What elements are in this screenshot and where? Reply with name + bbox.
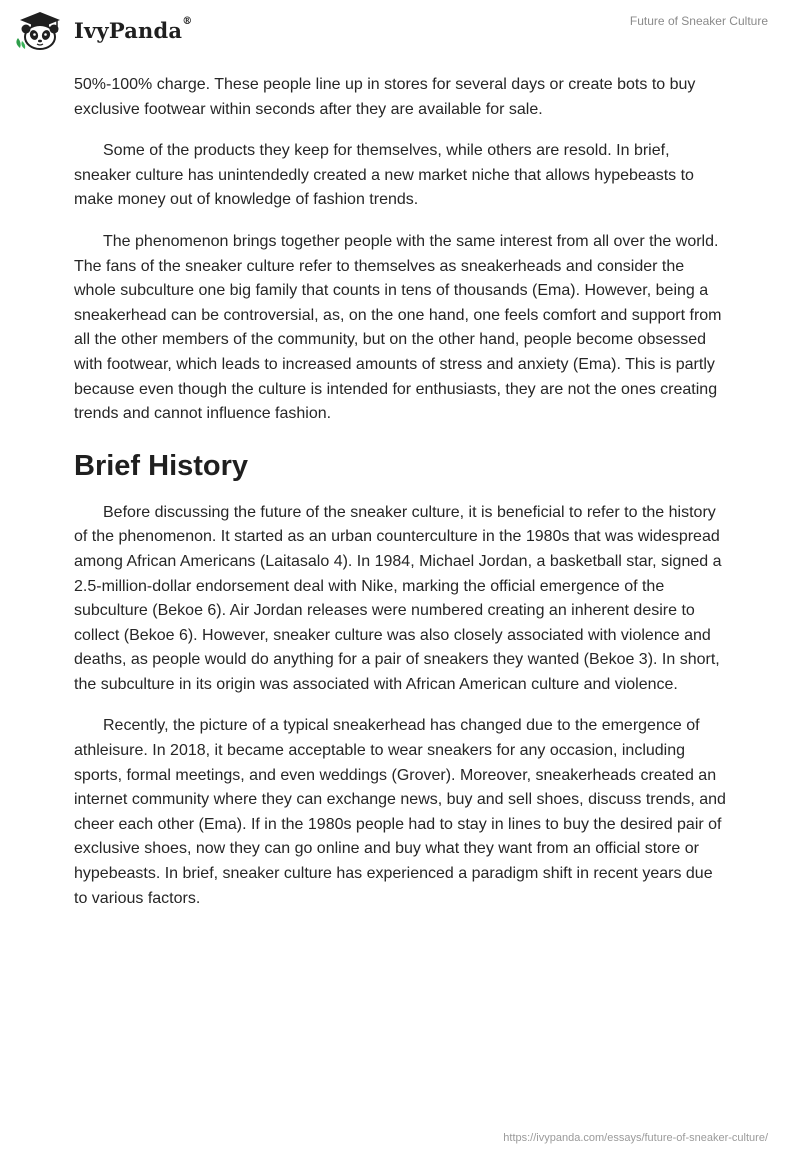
- paragraph-5: Recently, the picture of a typical sneakerhead has changed due to the emergence of athleisure. In 2018, it became acceptable to wear sneakers for any occasion, including sports, formal meetings, and even weddings (Grover). Moreover, sneakerheads created an internet community where they can exchange news, buy and sell shoes, discuss trends, and cheer each other (Ema). If in the 1980s people had to stay in lines to buy the desired pair of exclusive shoes, now they can go online and buy what they want from an official store or hypebeasts. In brief, sneaker culture has experienced a paradigm shift in recent years due to various factors.: [74, 717, 726, 907]
- paragraph-1: 50%-100% charge. These people line up in stores for several days or create bots to buy exclusive footwear within seconds after they are available for sale.: [74, 76, 696, 118]
- panda-graduation-icon: [14, 10, 66, 50]
- brand-name: [74, 15, 193, 43]
- brand-label: IvyPanda: [74, 17, 183, 43]
- registered-mark: ®: [182, 15, 193, 27]
- paragraph-3: The phenomenon brings together people with the same interest from all over the world. The fans of the sneaker culture refer to themselves as sneakerheads and consider the whole subculture one big family that counts in tens of thousands (Ema). However, being a sneakerhead can be controversial, as, on the one hand, one feels comfort and support from all the other members of the community, but on the other hand, people become obsessed with footwear, which leads to increased amounts of stress and anxiety (Ema). This is partly because even though the culture is intended for enthusiasts, they are not the ones creating trends and cannot influence fashion.: [74, 232, 722, 423]
- source-url[interactable]: https://ivypanda.com/essays/future-of-sneaker-culture/: [503, 1132, 768, 1144]
- essay-body: [74, 73, 730, 911]
- page-header: [0, 0, 800, 64]
- document-title: Future of Sneaker Culture: [629, 14, 768, 28]
- section-heading-brief-history: Brief History: [74, 449, 249, 482]
- paragraph-4: Before discussing the future of the sneaker culture, it is beneficial to refer to the history of the phenomenon. It started as an urban counterculture in the 1980s that was widespread among African Americans (Laitasalo 4). In 1984, Michael Jordan, a basketball star, signed a 2.5-million-dollar endorsement deal with Nike, marking the official emergence of the subculture (Bekoe 6). Air Jordan releases were numbered creating an inherent desire to collect (Bekoe 6). However, sneaker culture was also closely associated with violence and deaths, as people would do anything for a pair of sneakers they wanted (Bekoe 3). In short, the subculture in its origin was associated with African American culture and violence.: [74, 503, 722, 693]
- paragraph-2: Some of the products they keep for themselves, while others are resold. In brief, sneaker culture has unintendedly created a new market niche that allows hypebeasts to make money out of knowledge of fashion trends.: [74, 142, 694, 209]
- ivypanda-logo[interactable]: [14, 10, 192, 50]
